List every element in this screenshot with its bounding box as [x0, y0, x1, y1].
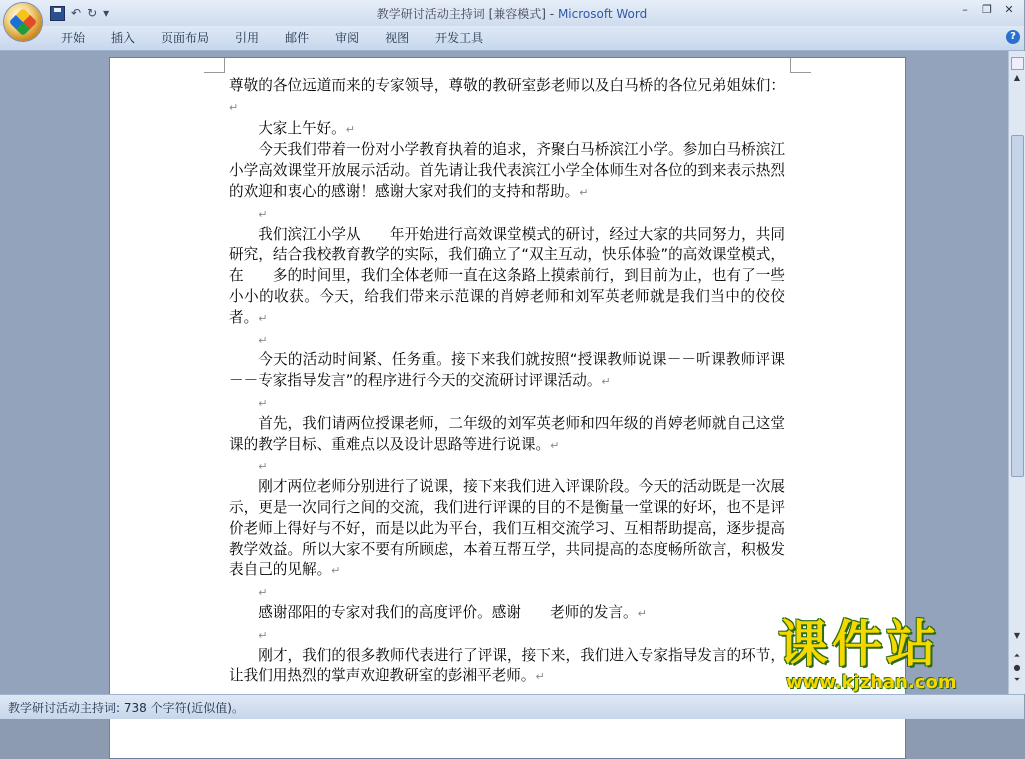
document-paragraph[interactable]	[229, 603, 785, 625]
paragraph-mark-icon: ↵	[331, 564, 341, 578]
word-count-status[interactable]: 教学研讨活动主持词: 738 个字符(近似值)。	[8, 701, 244, 715]
minimize-button[interactable]: –	[962, 3, 968, 16]
scrollbar-thumb[interactable]	[1011, 135, 1024, 477]
ribbon-tab[interactable]: 审阅	[335, 31, 360, 45]
document-paragraph[interactable]	[229, 76, 785, 119]
ribbon-tab[interactable]: 开始	[61, 31, 86, 45]
page-corner-mark-right	[790, 58, 811, 73]
paragraph-mark-icon: ↵	[345, 122, 355, 136]
app-name: Microsoft Word	[557, 7, 648, 21]
ribbon-tabs-bar	[0, 26, 1024, 51]
paragraph-mark-icon: ↵	[258, 333, 268, 347]
document-paragraph[interactable]	[229, 204, 785, 225]
watermark-url-text: www.kjzhan.com	[786, 672, 957, 693]
close-button[interactable]: ✕	[1004, 3, 1014, 16]
view-ruler-icon[interactable]	[1011, 57, 1024, 70]
paragraph-mark-icon: ↵	[535, 670, 545, 684]
window-controls	[956, 2, 1018, 18]
office-logo-icon	[9, 8, 37, 36]
ribbon-tab[interactable]: 插入	[111, 31, 136, 45]
ribbon-tab-list	[48, 26, 496, 50]
document-paragraph[interactable]	[229, 330, 785, 351]
scroll-up-icon[interactable]: ▲	[1013, 73, 1021, 82]
paragraph-mark-icon: ↵	[229, 100, 239, 114]
watermark-cn-text: 课件站	[778, 614, 940, 673]
document-paragraph[interactable]	[229, 477, 785, 582]
document-paragraph[interactable]	[229, 456, 785, 477]
paragraph-mark-icon: ↵	[258, 628, 268, 642]
title-bar	[0, 0, 1024, 26]
paragraph-text: 尊敬的各位远道而来的专家领导，尊敬的教研室彭老师以及白马桥的各位兄弟姐妹们：	[229, 77, 785, 94]
document-paragraph[interactable]	[229, 350, 785, 393]
paragraph-text: 今天我们带着一份对小学教育执着的追求，齐聚白马桥滨江小学。参加白马桥滨江小学高效课堂开放展示活动。首先请让我代表滨江小学全体师生对各位的到来表示热烈的欢迎和衷心的感谢！感谢大家对我们的支持和帮助。	[229, 141, 785, 200]
document-paragraph[interactable]	[229, 140, 785, 203]
page-corner-mark-left	[204, 58, 225, 73]
paragraph-text: 感谢邵阳的专家对我们的高度评价。感谢 老师的发言。	[258, 603, 638, 621]
paragraph-mark-icon: ↵	[550, 438, 560, 452]
prev-page-icon[interactable]: ⏶	[1013, 651, 1021, 660]
paragraph-mark-icon: ↵	[258, 586, 268, 600]
watermark-logo	[776, 614, 1004, 694]
document-paragraph[interactable]	[229, 119, 785, 141]
redo-icon[interactable]: ↻	[87, 6, 98, 20]
paragraph-mark-icon: ↵	[637, 606, 647, 620]
paragraph-mark-icon: ↵	[258, 207, 268, 221]
paragraph-text: 刚才，我们的很多教师代表进行了评课，接下来，我们进入专家指导发言的环节，让我们用热烈的掌声欢迎教研室的彭湘平老师。	[229, 646, 785, 685]
office-button[interactable]	[4, 3, 42, 41]
scroll-down-icon[interactable]: ▼	[1013, 631, 1021, 640]
paragraph-mark-icon: ↵	[579, 185, 589, 199]
restore-button[interactable]: ❐	[982, 3, 992, 16]
title-separator: -	[545, 7, 558, 21]
document-paragraph[interactable]	[229, 625, 785, 646]
paragraph-mark-icon: ↵	[258, 460, 268, 474]
paragraph-mark-icon: ↵	[258, 311, 268, 325]
help-icon[interactable]: ?	[1006, 30, 1020, 44]
document-paragraph[interactable]	[229, 582, 785, 603]
browse-object-icon[interactable]: ●	[1013, 663, 1021, 672]
ribbon-tab[interactable]: 页面布局	[161, 31, 210, 45]
undo-icon[interactable]: ↶	[71, 6, 82, 20]
document-title: 教学研讨活动主持词 [兼容模式]	[376, 7, 546, 21]
paragraph-text: 刚才两位老师分别进行了说课，接下来我们进入评课阶段。今天的活动既是一次展示，更是一次同行之间的交流，我们进行评课的目的不是衡量一堂课的好坏，也不是评价老师上得好与不好，而是以此为平台，我们互相交流学习、互相帮助提高，逐步提高教学效益。所以大家不要有所顾虑，本着互帮互学，共同提高的态度畅所欲言，积极发表自己的见解。	[229, 478, 785, 579]
ribbon-tab[interactable]: 视图	[385, 31, 410, 45]
customize-qat-icon[interactable]: ▾	[103, 6, 110, 20]
document-paragraph[interactable]	[229, 646, 785, 689]
ribbon-tab[interactable]: 开发工具	[435, 31, 484, 45]
document-workspace	[0, 51, 1008, 694]
document-paragraph[interactable]	[229, 393, 785, 414]
vertical-scrollbar[interactable]	[1008, 51, 1025, 694]
status-bar	[0, 694, 1024, 719]
document-body[interactable]	[229, 76, 785, 709]
paragraph-text: 大家上午好。	[258, 119, 346, 137]
document-paragraph[interactable]	[229, 225, 785, 330]
paragraph-text: 我们滨江小学从 年开始进行高效课堂模式的研讨，经过大家的共同努力，共同研究，结合我校教育教学的实际，我们确立了“双主互动，快乐体验”的高效课堂模式，在 多的时间里，我们全体老师一直在这条路上摸索前行，到目前为止，也有了一些小小的收获。今天，给我们带来示范课的肖婷老师和刘军英老师就是我们当中的佼佼者。	[229, 225, 785, 326]
paragraph-mark-icon: ↵	[258, 396, 268, 410]
paragraph-text: 今天的活动时间紧、任务重。接下来我们就按照“授课教师说课－－听课教师评课－－专家指导发言”的程序进行今天的交流研讨评课活动。	[229, 351, 785, 390]
window-title	[0, 5, 1024, 22]
ribbon-tab[interactable]: 邮件	[285, 31, 310, 45]
ribbon-tab[interactable]: 引用	[235, 31, 260, 45]
paragraph-text: 首先，我们请两位授课老师，二年级的刘军英老师和四年级的肖婷老师就自己这堂课的教学目标、重难点以及设计思路等进行说课。	[229, 414, 785, 453]
next-page-icon[interactable]: ⏷	[1013, 675, 1021, 684]
document-paragraph[interactable]	[229, 414, 785, 457]
paragraph-mark-icon: ↵	[601, 375, 611, 389]
